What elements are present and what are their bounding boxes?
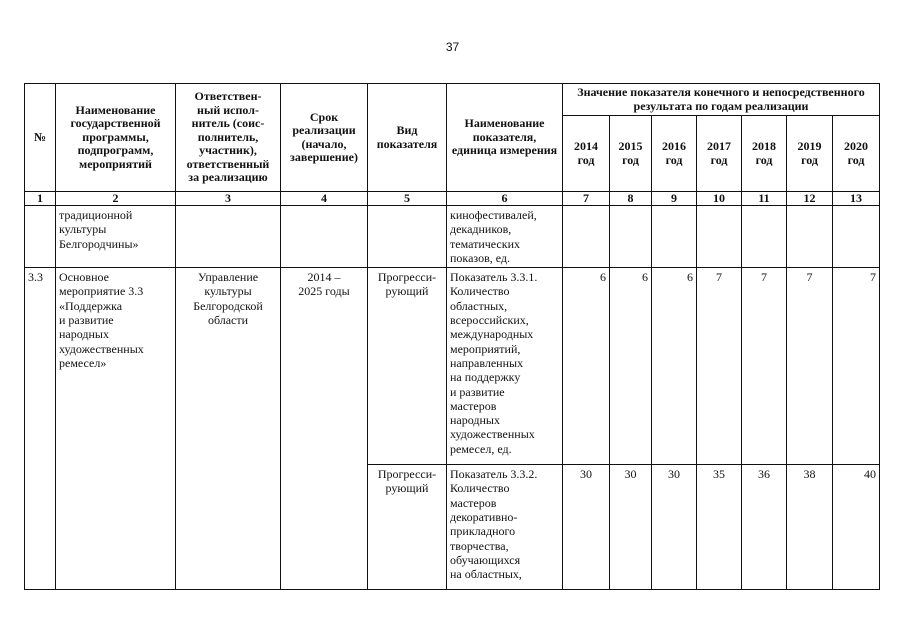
continuation-indicator-name: кинофестивалей, декадников, тематических показов, ед. (447, 206, 563, 268)
header-period: Срок реализации (начало, завершение) (281, 84, 368, 192)
indicator-value: 7 (787, 268, 833, 465)
indicator-value: 6 (652, 268, 697, 465)
indicator-value: 30 (652, 465, 697, 590)
indicator-value: 38 (787, 465, 833, 590)
indicator-value: 7 (833, 268, 880, 465)
column-number: 2 (56, 192, 176, 206)
header-values-group: Значение показателя конечного и непосредственного результата по годам реализации (563, 84, 880, 116)
indicator-value: 30 (563, 465, 610, 590)
row-number: 3.3 (25, 268, 56, 590)
header-year: 2017 год (697, 116, 742, 192)
indicator-name: Показатель 3.3.2. Количество мастеров декоративно- прикладного творчества, обучающихся на областных, (447, 465, 563, 590)
header-year: 2019 год (787, 116, 833, 192)
indicator-table (24, 83, 880, 590)
column-number: 4 (281, 192, 368, 206)
column-number: 13 (833, 192, 880, 206)
column-number: 11 (742, 192, 787, 206)
column-number: 5 (368, 192, 447, 206)
table-row (25, 268, 880, 465)
header-year: 2014 год (563, 116, 610, 192)
indicator-value: 35 (697, 465, 742, 590)
indicator-name: Показатель 3.3.1. Количество областных, всероссийских, международных мероприятий, направленных на поддержку и развитие мастеров народных художественных ремесел, ед. (447, 268, 563, 465)
indicator-type: Прогресси- рующий (368, 465, 447, 590)
column-number: 8 (610, 192, 652, 206)
table-row (25, 206, 880, 268)
indicator-value: 6 (563, 268, 610, 465)
activity-name: Основное мероприятие 3.3 «Поддержка и развитие народных художественных ремесел» (56, 268, 176, 590)
header-indicator-name: Наименование показателя, единица измерения (447, 84, 563, 192)
indicator-type: Прогресси- рующий (368, 268, 447, 465)
column-number: 10 (697, 192, 742, 206)
column-number: 9 (652, 192, 697, 206)
page-number: 37 (445, 40, 460, 54)
indicator-value: 40 (833, 465, 880, 590)
indicator-value: 7 (697, 268, 742, 465)
header-indicator-type: Вид показателя (368, 84, 447, 192)
header-year: 2020 год (833, 116, 880, 192)
header-responsible: Ответствен- ный испол- нитель (соис- полнитель, участник), ответственный за реализацию (176, 84, 281, 192)
indicator-value: 6 (610, 268, 652, 465)
column-number-row (25, 192, 880, 206)
continuation-program-name: традиционной культуры Белгородчины» (56, 206, 176, 268)
header-year: 2018 год (742, 116, 787, 192)
column-number: 6 (447, 192, 563, 206)
column-number: 7 (563, 192, 610, 206)
column-number: 3 (176, 192, 281, 206)
header-year: 2016 год (652, 116, 697, 192)
indicator-value: 36 (742, 465, 787, 590)
column-number: 1 (25, 192, 56, 206)
header-program-name: Наименование государственной программы, подпрограмм, мероприятий (56, 84, 176, 192)
indicator-value: 30 (610, 465, 652, 590)
implementation-period: 2014 – 2025 годы (281, 268, 368, 590)
indicator-value: 7 (742, 268, 787, 465)
responsible-executor: Управление культуры Белгородской области (176, 268, 281, 590)
header-number: № (25, 84, 56, 192)
header-year: 2015 год (610, 116, 652, 192)
column-number: 12 (787, 192, 833, 206)
